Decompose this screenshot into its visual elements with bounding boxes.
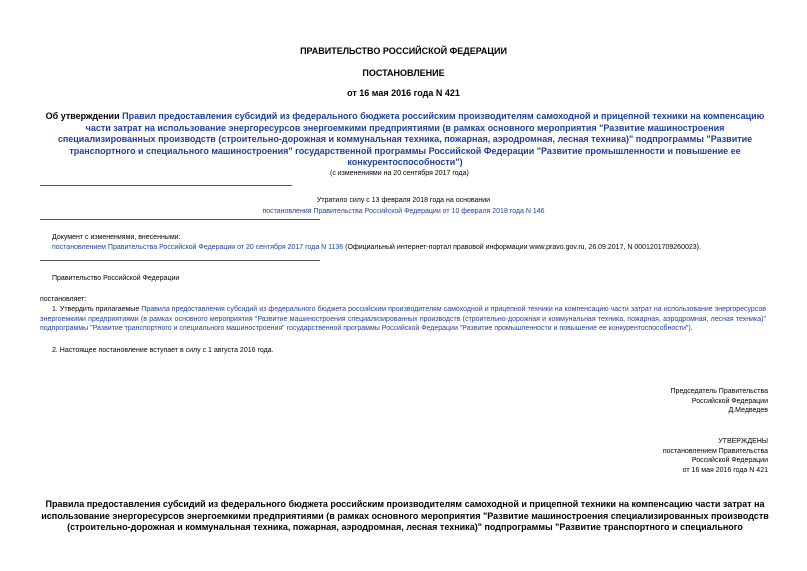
approval-date: от 16 мая 2016 года N 421	[682, 466, 768, 474]
title-link[interactable]: Правил предоставления субсидий из федерального бюджета российским производителям самоходной и прицепной техники на компенсацию части затрат на использование энергоресурсов энергоемкими предприятиями (в рамках основного мероприятия "Развитие машиностроения специализированных производств (строительно-дорожная и коммунальная техника, пожарная, аэродромная, лесная техника)" подпрограммы "Развитие транспортного и специального машиностроения" государственной программы Российской Федерации "Развитие промышленности и повышение ее конкурентоспособности")	[57, 111, 765, 167]
divider	[40, 219, 320, 220]
divider	[40, 260, 320, 261]
title-prefix: Об утверждении	[45, 111, 123, 121]
divider	[40, 185, 292, 186]
lost-force-link[interactable]: постановления Правительства Российской Федерации от 10 февраля 2018 года N 146	[262, 208, 545, 215]
government-line: Правительство Российской Федерации	[52, 275, 180, 282]
signature-block	[500, 387, 768, 416]
lost-force-note: Утратило силу с 13 февраля 2018 года на основании	[316, 197, 491, 204]
item-2: 2. Настоящее постановление вступает в силу с 1 августа 2016 года.	[52, 347, 274, 354]
amendments-note: (с изменениями на 20 сентября 2017 года)	[330, 170, 469, 177]
government-heading: ПРАВИТЕЛЬСТВО РОССИЙСКОЙ ФЕДЕРАЦИИ	[300, 46, 507, 56]
signature-name: Д.Медведев	[728, 407, 768, 414]
item-1	[40, 305, 766, 334]
signature-position: Председатель Правительства	[670, 388, 768, 395]
document-date-number: от 16 мая 2016 года N 421	[347, 88, 460, 98]
document-type: ПОСТАНОВЛЕНИЕ	[362, 68, 445, 78]
changes-source: (Официальный интернет-портал правовой информации www.pravo.gov.ru, 26.09.2017, N 0001201709260023).	[343, 244, 701, 251]
changes-link[interactable]: постановлением Правительства Российской Федерации от 20 сентября 2017 года N 1136	[52, 244, 344, 251]
approval-heading: УТВЕРЖДЕНЫ	[718, 438, 768, 445]
changes-line	[52, 243, 772, 253]
item-1-suffix: .	[690, 325, 693, 332]
approval-country: Российской Федерации	[691, 457, 768, 464]
changes-label: Документ с изменениями, внесенными:	[52, 234, 181, 241]
item-1-link[interactable]: Правила предоставления субсидий из федерального бюджета российским производителям самоходной и прицепной техники на компенсацию части затрат на использование энергоресурсов энергоемкими предприятиями (в рамках основного мероприятия "Развитие машиностроения специализированных производств (строительно-дорожная и коммунальная техника, пожарная, аэродромная, лесная техника)" подпрограммы "Развитие транспортного и специального машиностроения" государственной программы Российской Федерации "Развитие промышленности и повышение ее конкурентоспособности")	[40, 306, 766, 332]
signature-country: Российской Федерации	[691, 397, 768, 405]
rules-title: Правила предоставления субсидий из федерального бюджета российским производителям самоходной и прицепной техники на компенсацию части затрат на использование энергоресурсов энергоемкими предприятиями (в рамках основного мероприятия "Развитие машиностроения специализированных производств (строительно-дорожная и коммунальная техника, пожарная, аэродромная, лесная техника)" подпрограммы "Развитие транспортного и специального	[41, 499, 769, 532]
resolves-line: постановляет:	[40, 296, 87, 303]
document-title	[40, 111, 770, 169]
item-1-prefix: 1. Утвердить прилагаемые	[52, 306, 142, 313]
approval-by: постановлением Правительства	[662, 447, 768, 455]
approval-block	[500, 437, 768, 475]
